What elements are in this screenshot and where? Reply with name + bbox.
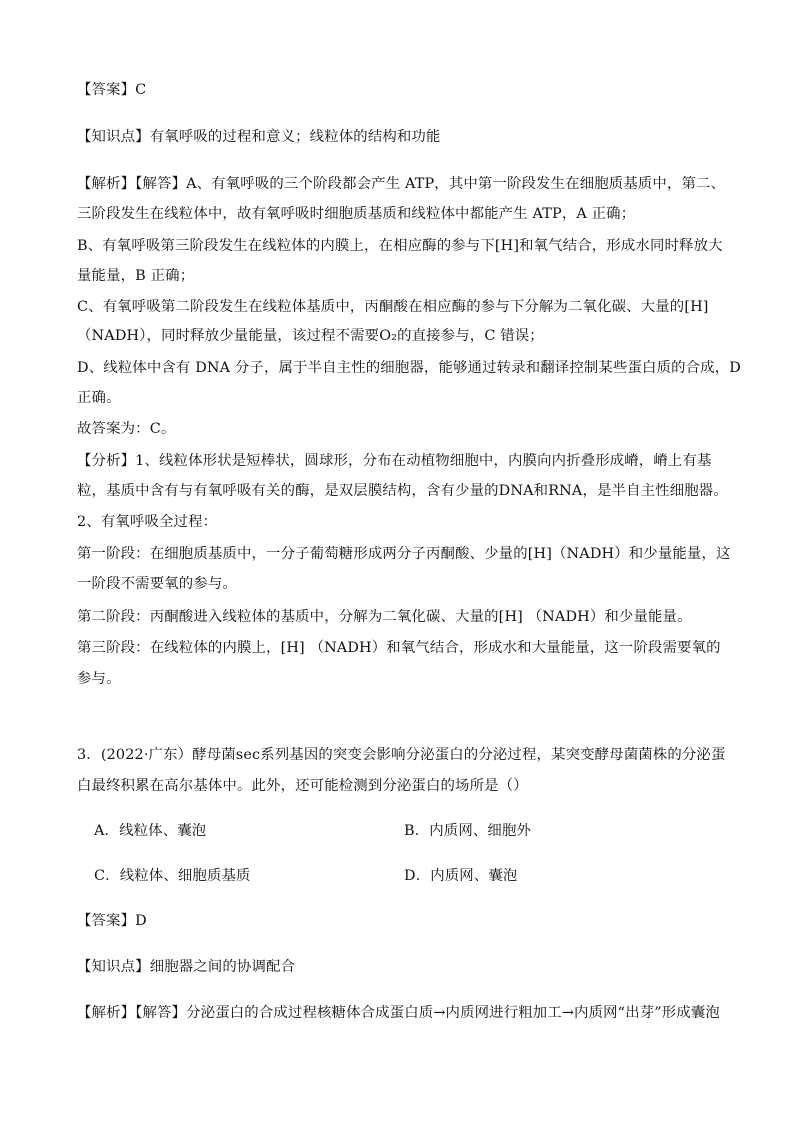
q2-analysis-line: （NADH），同时释放少量能量，该过程不需要O₂的直接参与，C 错误； [77,328,544,344]
q2-analysis-line: 【解析】【解答】A、有氧呼吸的三个阶段都会产生 ATP，其中第一阶段发生在细胞质基质中，第二、 [77,176,726,192]
q2-analysis-line: B、有氧呼吸第三阶段发生在线粒体的内膜上，在相应酶的参与下[H]和氧气结合，形成水同时释放大 [77,238,723,254]
q2-analysis-line: 正确。 [77,390,121,406]
q3-option-b: B．内质网、细胞外 [404,823,532,839]
q2-analysis-line: 三阶段发生在线粒体中，故有氧呼吸时细胞质基质和线粒体中都能产生 ATP，A 正确； [77,206,636,222]
q3-analysis: 【解析】【解答】分泌蛋白的合成过程核糖体合成蛋白质→内质网进行粗加工→内质网“出芽”形成囊泡 [77,1005,720,1021]
q2-analysis-line: 量能量，B 正确； [77,268,195,284]
q3-answer: 【答案】D [77,913,147,929]
q2-fenxi-line: 一阶段不需要氧的参与。 [77,576,237,592]
q2-fenxi-line: 【分析】1、线粒体形状是短棒状，圆球形，分布在动植物细胞中，内膜向内折叠形成嵴，嵴上有基 [77,453,712,469]
q2-fenxi-line: 参与。 [77,671,121,687]
q2-fenxi-line: 2、有氧呼吸全过程： [77,514,218,530]
q3-stem-line: 白最终积累在高尔基体中。此外，还可能检测到分泌蛋白的场所是（） [77,778,528,794]
q2-fenxi-line: 第一阶段：在细胞质基质中，一分子葡萄糖形成两分子丙酮酸、少量的[H]（NADH）和少量能量，这 [77,546,731,562]
q2-fenxi-line: 第二阶段：丙酮酸进入线粒体的基质中，分解为二氧化碳、大量的[H] （NADH）和少量能量。 [77,609,692,625]
q3-option-d: D．内质网、囊泡 [404,868,518,884]
q2-knowledge-point: 【知识点】有氧呼吸的过程和意义；线粒体的结构和功能 [77,129,441,145]
q2-answer: 【答案】C [77,82,147,98]
q2-fenxi-line: 粒，基质中含有与有氧呼吸有关的酶，是双层膜结构，含有少量的DNA和RNA，是半自主性细胞器。 [77,483,728,499]
q3-option-c: C．线粒体、细胞质基质 [94,868,251,884]
q2-analysis-line: C、有氧呼吸第二阶段发生在线粒体基质中，丙酮酸在相应酶的参与下分解为二氧化碳、大量的[H] [77,299,709,315]
q2-analysis-line: 故答案为：C。 [77,421,176,437]
q3-knowledge-point: 【知识点】细胞器之间的协调配合 [77,959,296,975]
q2-fenxi-line: 第三阶段：在线粒体的内膜上，[H] （NADH）和氧气结合，形成水和大量能量，这一阶段需要氧的 [77,640,721,656]
q3-option-a: A．线粒体、囊泡 [94,823,207,839]
q2-analysis-line: D、线粒体中含有 DNA 分子，属于半自主性的细胞器，能够通过转录和翻译控制某些蛋白质的合成，D [77,360,741,376]
q3-stem-line: 3．(2022·广东）酵母菌sec系列基因的突变会影响分泌蛋白的分泌过程，某突变酵母菌菌株的分泌蛋 [77,747,726,763]
